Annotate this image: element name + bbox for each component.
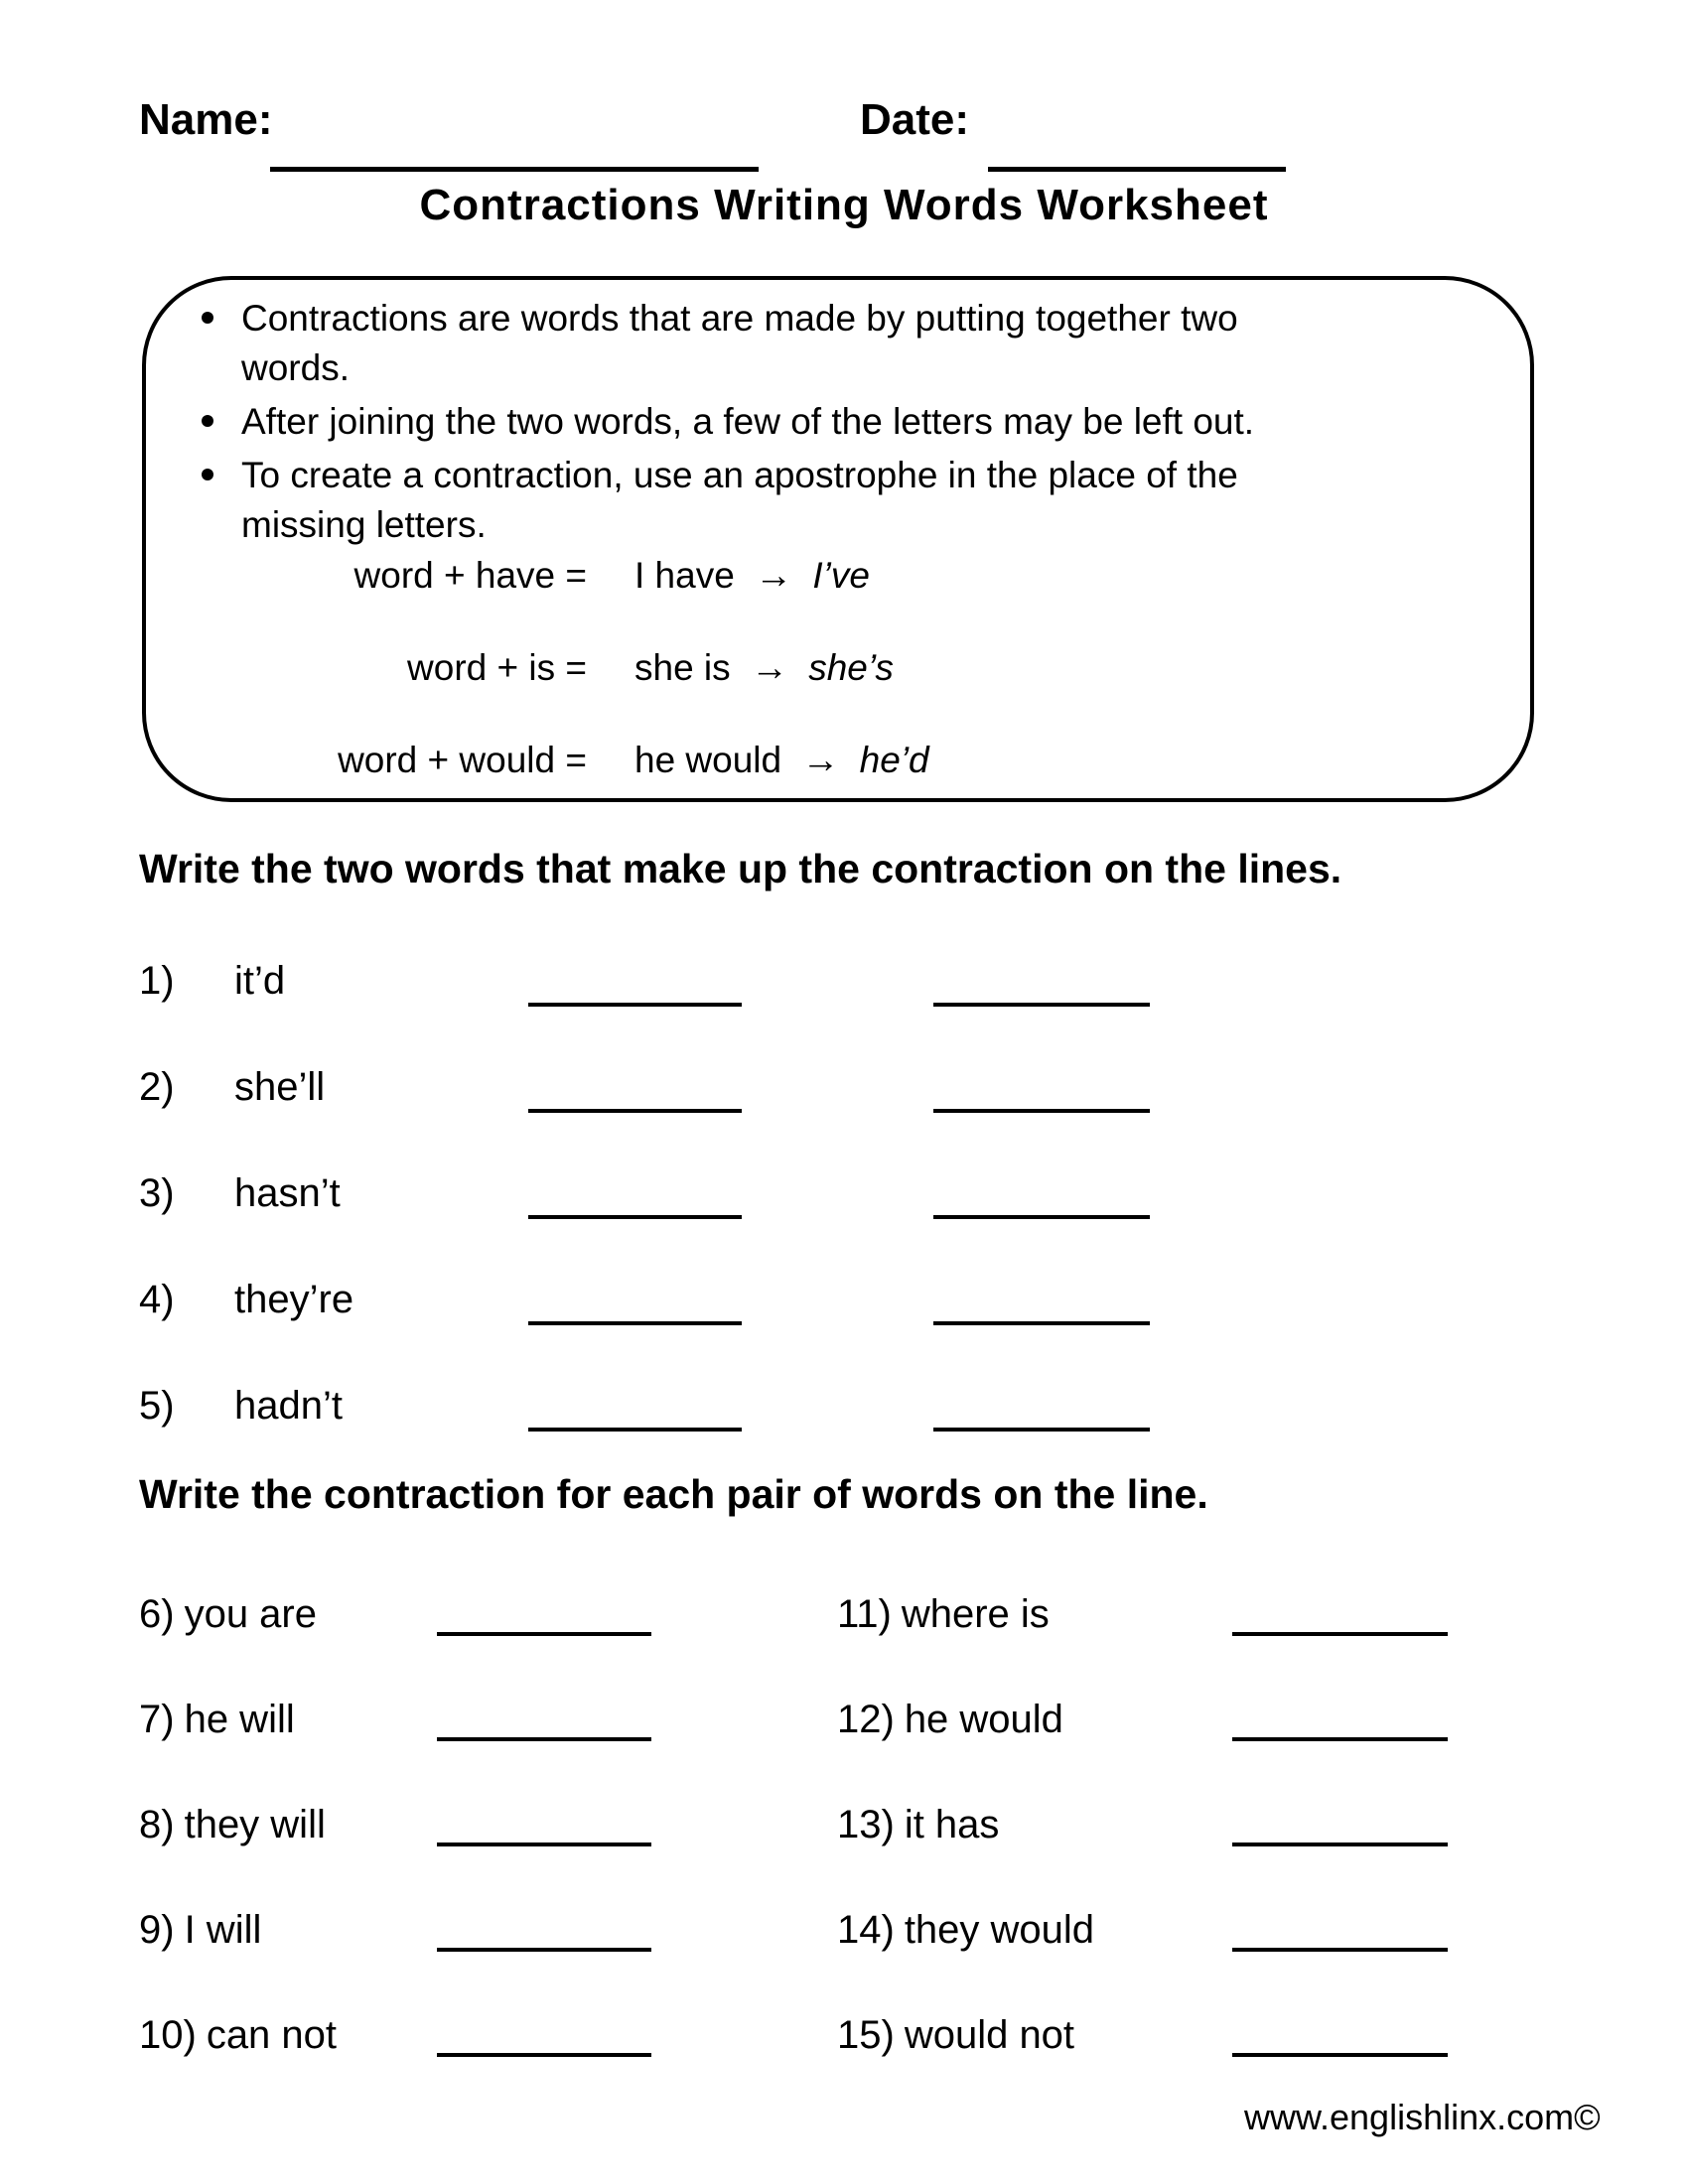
word-pair-label bbox=[837, 1908, 1232, 1953]
answer-blank-first-word bbox=[528, 1171, 742, 1219]
example-expanded: I have bbox=[634, 555, 735, 596]
word-pair: they would bbox=[904, 1908, 1095, 1952]
answer-blank-contraction bbox=[437, 1908, 651, 1952]
contraction-word: they’re bbox=[234, 1278, 354, 1321]
bullet-dot-icon bbox=[202, 469, 213, 480]
arrow-right-icon: → bbox=[801, 740, 840, 781]
date-blank-line bbox=[988, 119, 1286, 172]
item-number: 5) bbox=[139, 1384, 175, 1428]
word-pair: can not bbox=[206, 2013, 338, 2057]
answer-blank-contraction bbox=[437, 1592, 651, 1636]
item-number: 9) bbox=[139, 1908, 175, 1952]
bullet-dot-icon bbox=[202, 415, 213, 427]
answer-blank-contraction bbox=[437, 1803, 651, 1846]
word-pair-row bbox=[139, 1803, 1549, 1862]
answer-blank-contraction bbox=[437, 2013, 651, 2057]
word-pair: it has bbox=[904, 1803, 1000, 1846]
rule-line: Contractions are words that are made by putting together two bbox=[241, 298, 1238, 339]
answer-blank-contraction bbox=[1232, 1592, 1448, 1636]
answer-blank-contraction bbox=[1232, 1803, 1448, 1846]
example-result bbox=[634, 740, 929, 782]
item-number: 3) bbox=[139, 1171, 175, 1215]
example-row bbox=[190, 647, 1480, 690]
word-pair: you are bbox=[184, 1592, 317, 1636]
item-number: 1) bbox=[139, 959, 175, 1003]
item-number: 15) bbox=[837, 2013, 895, 2057]
example-formula: word + have = bbox=[353, 555, 587, 596]
word-pair-label bbox=[837, 1803, 1232, 1847]
contraction-item-row bbox=[139, 959, 1251, 1023]
contraction-word: it’d bbox=[234, 959, 286, 1003]
example-contraction: I’ve bbox=[812, 555, 870, 596]
rule-bullet-2 bbox=[190, 397, 1475, 447]
word-pair: would not bbox=[904, 2013, 1075, 2057]
item-number: 11) bbox=[837, 1592, 892, 1636]
word-pair: they will bbox=[184, 1803, 326, 1846]
example-contraction: she’s bbox=[808, 647, 894, 688]
answer-blank-second-word bbox=[933, 1384, 1150, 1432]
word-pair: I will bbox=[184, 1908, 262, 1952]
answer-blank-contraction bbox=[437, 1698, 651, 1741]
item-number: 14) bbox=[837, 1908, 895, 1952]
example-expanded: he would bbox=[634, 740, 782, 780]
word-pair-row bbox=[139, 2013, 1549, 2073]
item-number: 12) bbox=[837, 1698, 895, 1741]
rule-bullet-3 bbox=[190, 451, 1475, 550]
answer-blank-second-word bbox=[933, 1278, 1150, 1325]
section1-instruction: Write the two words that make up the contraction on the lines. bbox=[139, 846, 1342, 891]
rule-bullet-1 bbox=[190, 294, 1475, 393]
word-pair: he would bbox=[904, 1698, 1063, 1741]
answer-blank-contraction bbox=[1232, 1908, 1448, 1952]
rule-text bbox=[241, 397, 1254, 447]
contraction-item-row bbox=[139, 1171, 1251, 1235]
answer-blank-first-word bbox=[528, 1065, 742, 1113]
rule-line: words. bbox=[241, 347, 350, 388]
item-number: 8) bbox=[139, 1803, 175, 1846]
example-formula: word + would = bbox=[338, 740, 587, 780]
answer-blank-second-word bbox=[933, 1171, 1150, 1219]
section2-instruction: Write the contraction for each pair of words on the line. bbox=[139, 1471, 1208, 1517]
item-number: 4) bbox=[139, 1278, 175, 1321]
rule-text bbox=[241, 451, 1238, 550]
word-pair-row bbox=[139, 1592, 1549, 1652]
rule-line: To create a contraction, use an apostrophe in the place of the bbox=[241, 455, 1238, 495]
answer-blank-contraction bbox=[1232, 1698, 1448, 1741]
example-contraction: he’d bbox=[859, 740, 929, 780]
rule-text bbox=[241, 294, 1238, 393]
word-pair: where is bbox=[901, 1592, 1050, 1636]
name-label: Name: bbox=[139, 95, 273, 144]
item-number: 10) bbox=[139, 2013, 197, 2057]
word-pair-label bbox=[139, 2013, 437, 2058]
word-pair-label bbox=[139, 1698, 437, 1742]
answer-blank-contraction bbox=[1232, 2013, 1448, 2057]
arrow-right-icon: → bbox=[750, 647, 788, 689]
example-result bbox=[634, 647, 894, 690]
word-pair-label bbox=[139, 1592, 437, 1637]
example-row bbox=[190, 740, 1480, 782]
page-title: Contractions Writing Words Worksheet bbox=[419, 181, 1269, 229]
date-label: Date: bbox=[860, 95, 970, 144]
arrow-right-icon: → bbox=[755, 555, 793, 597]
rules-box bbox=[142, 276, 1534, 802]
answer-blank-first-word bbox=[528, 1278, 742, 1325]
rule-line: missing letters. bbox=[241, 504, 487, 545]
example-expanded: she is bbox=[634, 647, 731, 688]
word-pair-label bbox=[139, 1803, 437, 1847]
contraction-word: hasn’t bbox=[234, 1171, 341, 1215]
example-result bbox=[634, 555, 870, 598]
answer-blank-first-word bbox=[528, 959, 742, 1007]
word-pair-row bbox=[139, 1698, 1549, 1757]
word-pair-label bbox=[837, 1698, 1232, 1742]
word-pair-label bbox=[139, 1908, 437, 1953]
footer-credit: www.englishlinx.com© bbox=[1244, 2097, 1601, 2137]
name-blank-line bbox=[270, 119, 759, 172]
contraction-item-row bbox=[139, 1065, 1251, 1129]
example-row bbox=[190, 555, 1480, 598]
answer-blank-first-word bbox=[528, 1384, 742, 1432]
item-number: 2) bbox=[139, 1065, 175, 1109]
contraction-item-row bbox=[139, 1278, 1251, 1341]
contraction-item-row bbox=[139, 1384, 1251, 1447]
bullet-dot-icon bbox=[202, 312, 213, 324]
answer-blank-second-word bbox=[933, 1065, 1150, 1113]
word-pair: he will bbox=[184, 1698, 295, 1741]
word-pair-row bbox=[139, 1908, 1549, 1968]
answer-blank-second-word bbox=[933, 959, 1150, 1007]
rule-line: After joining the two words, a few of the letters may be left out. bbox=[241, 401, 1255, 442]
contraction-word: she’ll bbox=[234, 1065, 326, 1109]
example-formula: word + is = bbox=[407, 647, 587, 688]
word-pair-label bbox=[837, 2013, 1232, 2058]
item-number: 7) bbox=[139, 1698, 175, 1741]
contraction-word: hadn’t bbox=[234, 1384, 343, 1428]
item-number: 13) bbox=[837, 1803, 895, 1846]
word-pair-label bbox=[837, 1592, 1232, 1637]
item-number: 6) bbox=[139, 1592, 175, 1636]
